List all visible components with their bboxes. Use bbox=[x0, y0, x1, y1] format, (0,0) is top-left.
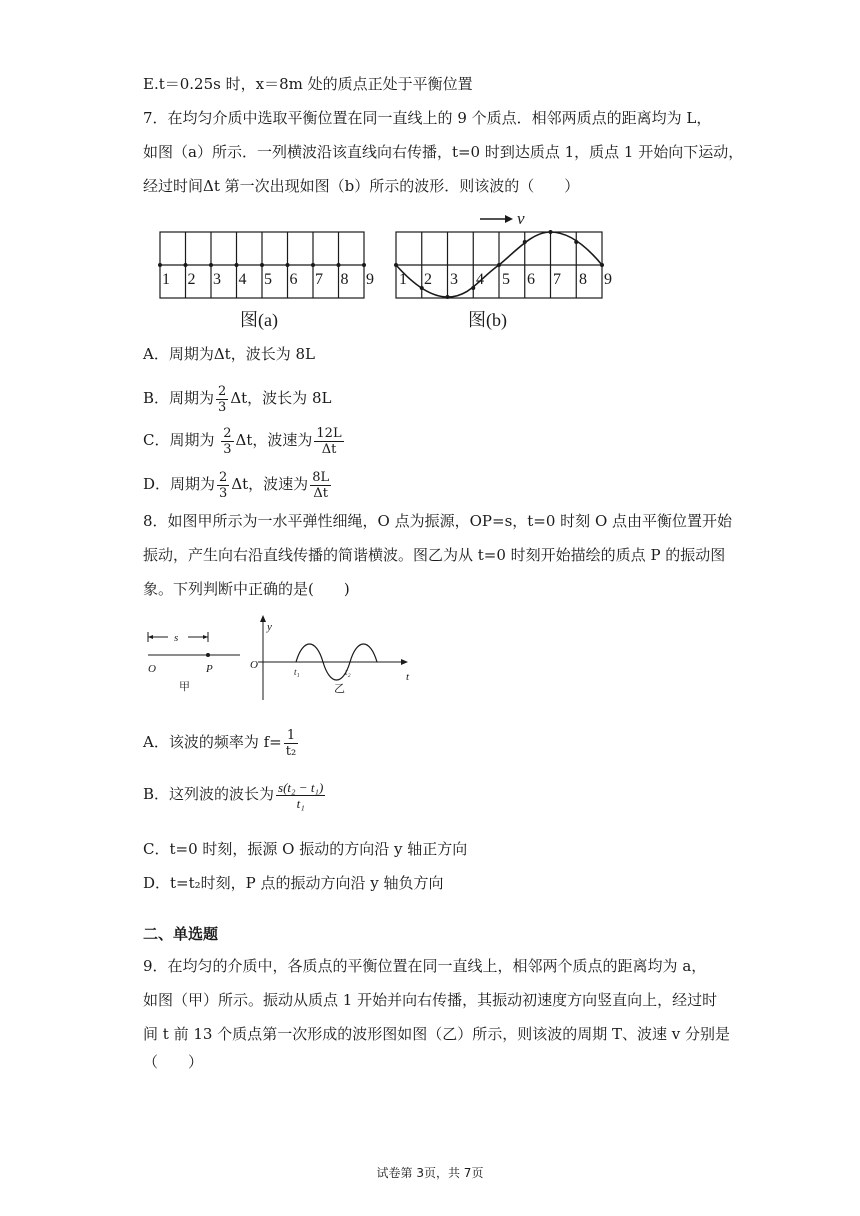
fig-b-label-1: 1 bbox=[399, 271, 407, 288]
figure-b-caption: 图(b) bbox=[468, 310, 507, 330]
yi-t1-label: t₁ bbox=[294, 667, 300, 677]
fraction-12L-over-dt: $\frac{12L}{\Delta t}$ bbox=[316, 425, 342, 457]
yi-t-label: t bbox=[406, 671, 410, 683]
point-p bbox=[206, 653, 210, 657]
figure-b-labels bbox=[399, 271, 612, 288]
fig-a-label-5: 5 bbox=[264, 271, 272, 288]
fraction-1-over-t2: $\frac{1}{\text{t₂}}$ bbox=[285, 727, 297, 759]
q8-figures bbox=[140, 610, 420, 710]
fraction-wavelength: $\frac{\text{s(t₂ − t₁)}}{\text{t₁}}$ bbox=[278, 779, 324, 811]
q8-stem-line3: 象。下列判断中正确的是( ) bbox=[143, 580, 350, 598]
q7-stem-line1: 7．在均匀介质中选取平衡位置在同一直线上的 9 个质点．相邻两质点的距离均为 L， bbox=[143, 109, 712, 127]
q9-stem-line4: （ ） bbox=[143, 1053, 204, 1071]
fraction-two-thirds: $\frac{2}{3}$ bbox=[223, 425, 232, 457]
figure-a-labels bbox=[162, 271, 374, 288]
q9-stem-line3: 间 t 前 13 个质点第一次形成的波形图如图（乙）所示，则该波的周期 T、波速 v 分别是 bbox=[143, 1025, 730, 1043]
fig-b-label-2: 2 bbox=[424, 271, 432, 288]
fig-a-label-4: 4 bbox=[238, 271, 247, 288]
fig-b-label-5: 5 bbox=[502, 271, 510, 288]
fig-b-label-3: 3 bbox=[450, 271, 458, 288]
q6-option-e: E.t＝0.25s 时，x＝8m 处的质点正处于平衡位置 bbox=[143, 75, 473, 93]
jia-p-label: P bbox=[206, 663, 213, 675]
q9-stem-line2: 如图（甲）所示。振动从质点 1 开始并向右传播，其振动初速度方向竖直向上，经过时 bbox=[143, 991, 718, 1009]
fig-a-label-7: 7 bbox=[315, 271, 323, 288]
fraction-two-thirds: $\frac{2}{3}$ bbox=[218, 383, 227, 415]
fig-a-label-2: 2 bbox=[187, 271, 196, 288]
q7-option-b: B．周期为 $\frac{2}{3}$ Δt，波长为 8L bbox=[143, 383, 332, 415]
fig-b-label-6: 6 bbox=[527, 271, 535, 288]
q9-stem-line1: 9．在均匀的介质中，各质点的平衡位置在同一直线上，相邻两个质点的距离均为 a， bbox=[143, 957, 707, 975]
q8-option-a: A．该波的频率为 f= $\frac{1}{\text{t₂}}$ bbox=[143, 727, 297, 759]
fig-a-label-9: 9 bbox=[366, 271, 374, 288]
y-axis-arrow-icon bbox=[260, 615, 266, 622]
fraction-two-thirds: $\frac{2}{3}$ bbox=[219, 469, 228, 501]
figure-yi-axes bbox=[258, 620, 402, 700]
yi-o-label: O bbox=[250, 659, 258, 671]
jia-caption: 甲 bbox=[179, 681, 190, 693]
q7-option-a: A．周期为Δt，波长为 8L bbox=[143, 345, 315, 363]
velocity-label: v bbox=[517, 209, 525, 228]
q7-figures bbox=[150, 208, 630, 333]
fig-a-label-1: 1 bbox=[162, 271, 170, 288]
page-footer: 试卷第 3页，共 7页 bbox=[376, 1166, 484, 1180]
fig-b-label-7: 7 bbox=[553, 271, 561, 288]
fig-b-label-9: 9 bbox=[604, 271, 612, 288]
fig-a-label-3: 3 bbox=[213, 271, 221, 288]
jia-s-label: s bbox=[174, 632, 179, 644]
velocity-arrow-icon bbox=[480, 215, 513, 223]
yi-caption: 乙 bbox=[334, 683, 345, 695]
q7-option-c: C．周期为 $\frac{2}{3}$ Δt，波速为 $\frac{12L}{\Delta t}$ bbox=[143, 425, 342, 457]
section-heading-single-choice: 二、单选题 bbox=[143, 925, 219, 943]
q8-stem-line2: 振动，产生向右沿直线传播的简谐横波。图乙为从 t=0 时刻开始描绘的质点 P 的振动图 bbox=[143, 546, 726, 564]
q8-option-b: B．这列波的波长为 $\frac{\text{s(t₂ − t₁)}}{\text{t₁}}$ bbox=[143, 779, 324, 811]
fig-b-label-8: 8 bbox=[579, 271, 587, 288]
fraction-8L-over-dt: $\frac{8L}{\Delta t}$ bbox=[312, 469, 330, 501]
jia-o-label: O bbox=[148, 663, 156, 675]
figure-jia bbox=[148, 632, 240, 655]
q8-stem-line1: 8．如图甲所示为一水平弹性细绳，O 点为振源，OP=s，t=0 时刻 O 点由平衡位置开始 bbox=[143, 512, 733, 530]
q7-option-d: D．周期为 $\frac{2}{3}$ Δt，波速为 $\frac{8L}{\Delta t}$ bbox=[143, 469, 330, 501]
fig-a-label-8: 8 bbox=[340, 271, 349, 288]
q7-stem-line3: 经过时间Δt 第一次出现如图（b）所示的波形．则该波的（ ） bbox=[143, 177, 580, 195]
figure-a-caption: 图(a) bbox=[240, 310, 278, 330]
fig-b-label-4: 4 bbox=[476, 271, 484, 288]
yi-t2-label: t₂ bbox=[345, 667, 351, 677]
fig-a-label-6: 6 bbox=[289, 271, 298, 288]
q8-option-c: C．t=0 时刻，振源 O 振动的方向沿 y 轴正方向 bbox=[143, 840, 468, 858]
q8-option-d: D．t=t₂时刻，P 点的振动方向沿 y 轴负方向 bbox=[143, 874, 444, 892]
t-axis-arrow-icon bbox=[401, 659, 408, 665]
q7-stem-line2: 如图（a）所示．一列横波沿该直线向右传播，t=0 时到达质点 1，质点 1 开始向下运动， bbox=[143, 143, 744, 161]
yi-y-label: y bbox=[267, 621, 272, 633]
